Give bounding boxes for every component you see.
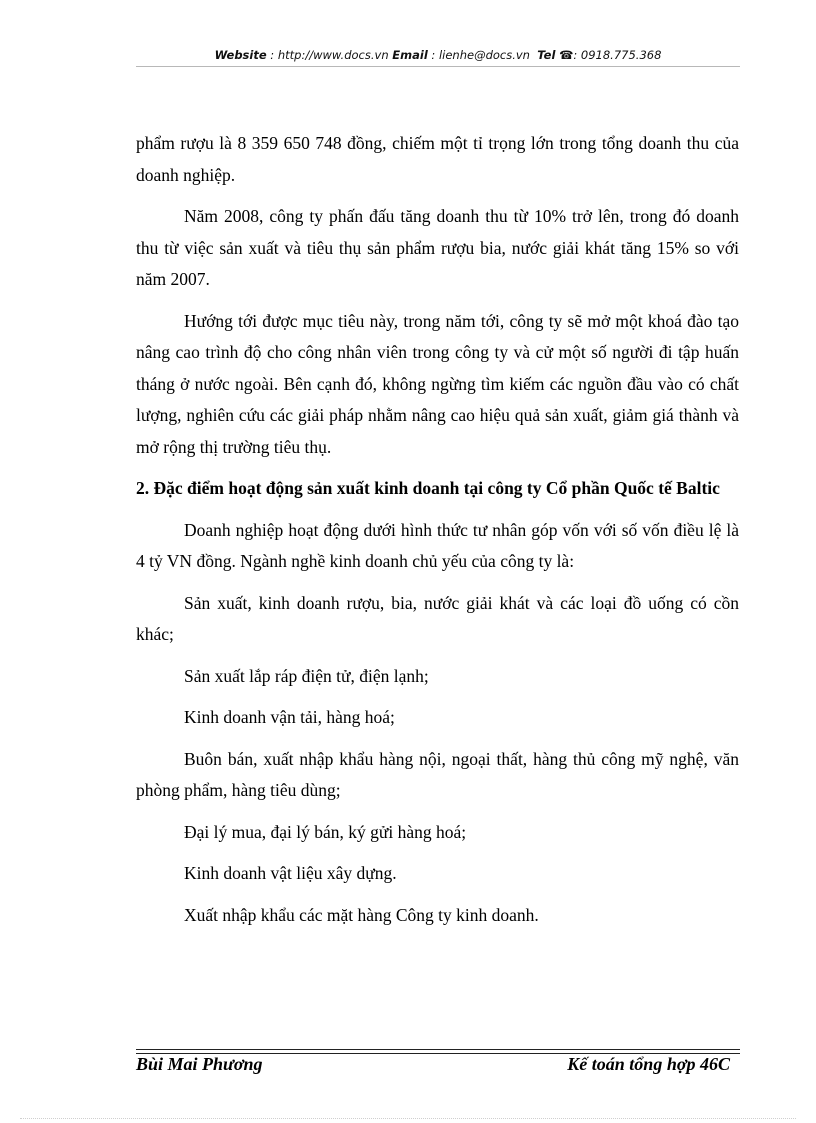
email-separator: : bbox=[427, 48, 439, 62]
phone-icon: ☎ bbox=[559, 48, 574, 62]
business-line-6: Kinh doanh vật liệu xây dựng. bbox=[184, 863, 397, 883]
business-line-5: Đại lý mua, đại lý bán, ký gửi hàng hoá; bbox=[184, 821, 467, 842]
website-label: Website bbox=[214, 48, 267, 62]
footer-author: Bùi Mai Phương bbox=[136, 1054, 263, 1074]
tel-number: : 0918.775.368 bbox=[573, 48, 662, 62]
footer-class-name: Kế toán tổng hợp 46C bbox=[567, 1054, 730, 1074]
website-separator: : bbox=[266, 48, 278, 62]
business-line-2: Sản xuất lắp ráp điện tử, điện lạnh; bbox=[184, 665, 429, 686]
business-line-1: Sản xuất, kinh doanh rượu, bia, nước giải khát và các loại đồ uống có cồn khác; bbox=[136, 592, 739, 644]
paragraph-1: phẩm rượu là 8 359 650 748 đồng, chiếm một tỉ trọng lớn trong tổng doanh thu của doanh nghiệp. bbox=[136, 133, 739, 185]
business-line-7: Xuất nhập khẩu các mặt hàng Công ty kinh doanh. bbox=[184, 904, 539, 925]
footer-divider-top bbox=[136, 1049, 740, 1050]
section-heading: 2. Đặc điểm hoạt động sản xuất kinh doanh tại công ty Cổ phần Quốc tế Baltic bbox=[136, 478, 720, 498]
email-address[interactable]: lienhe@docs.vn bbox=[438, 48, 530, 62]
business-line-3: Kinh doanh vận tải, hàng hoá; bbox=[184, 707, 395, 727]
paragraph-3: Hướng tới được mục tiêu này, trong năm tới, công ty sẽ mở một khoá đào tạo nâng cao trình độ cho công nhân viên trong công ty và cử một số người đi tập huấn tháng ở nước ngoài. Bên cạnh đó, không ngừng tìm kiếm các nguồn đầu vào có chất lượng, nghiên cứu các giải pháp nhằm nâng cao hiệu quả sản xuất, giảm giá thành và mở rộng thị trường tiêu thụ. bbox=[136, 310, 739, 457]
tel-label: Tel bbox=[537, 48, 556, 62]
section-paragraph-1: Doanh nghiệp hoạt động dưới hình thức tư nhân góp vốn với số vốn điều lệ là 4 tỷ VN đồng. Ngành nghề kinh doanh chủ yếu của công ty là: bbox=[136, 519, 739, 571]
page-header bbox=[136, 48, 740, 62]
email-label: Email bbox=[392, 48, 428, 62]
website-url[interactable]: http://www.docs.vn bbox=[277, 48, 389, 62]
page-edge bbox=[20, 1118, 796, 1119]
business-line-4: Buôn bán, xuất nhập khẩu hàng nội, ngoại thất, hàng thủ công mỹ nghệ, văn phòng phẩm, hàng tiêu dùng; bbox=[136, 748, 739, 800]
header-divider bbox=[136, 66, 740, 67]
document-body bbox=[136, 128, 739, 941]
paragraph-2: Năm 2008, công ty phấn đấu tăng doanh thu từ 10% trở lên, trong đó doanh thu từ việc sản xuất và tiêu thụ sản phẩm rượu bia, nước giải khát tăng 15% so với năm 2007. bbox=[136, 206, 739, 289]
